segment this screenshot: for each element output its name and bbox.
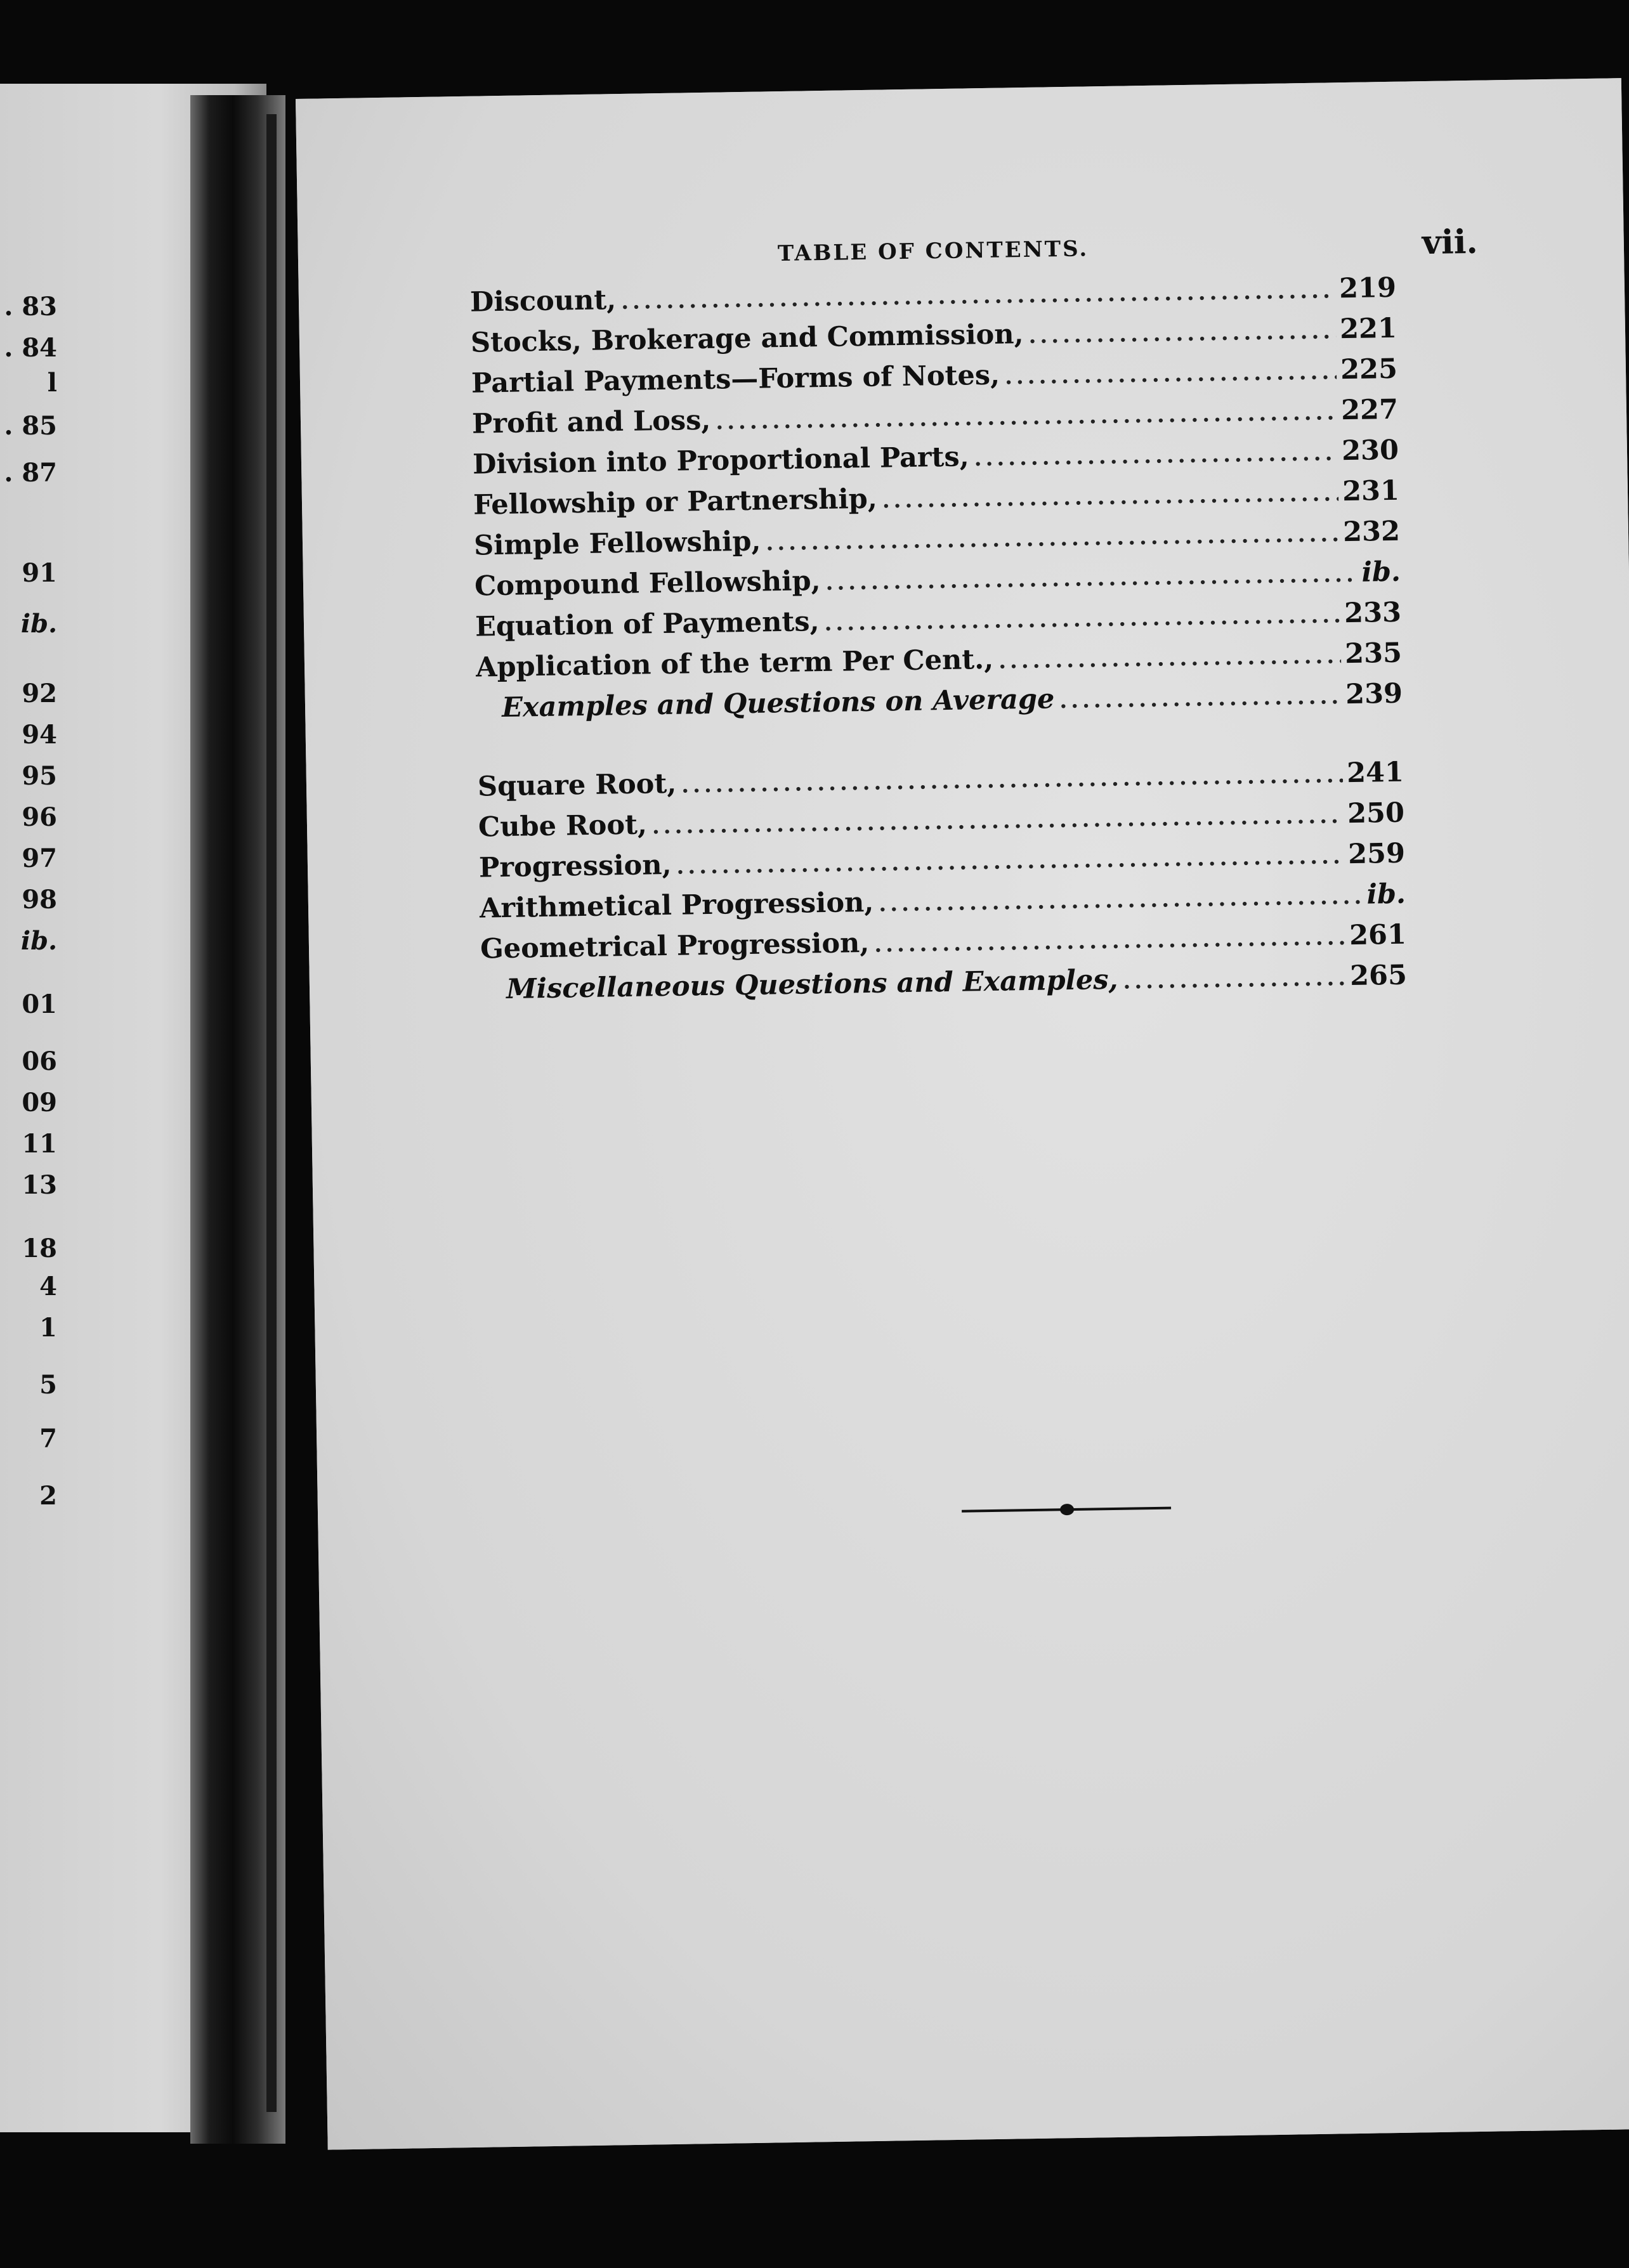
dot-leader — [1005, 359, 1337, 389]
dot-leader — [676, 844, 1344, 880]
dot-leader — [825, 562, 1358, 596]
left-page-number-fragment: 1 — [39, 1313, 57, 1343]
toc-entry-page: 250 — [1347, 797, 1405, 830]
toc-entry-page: 219 — [1338, 271, 1397, 305]
toc-entry-title: Arithmetical Progression, — [479, 886, 874, 925]
left-page-number-fragment: 91 — [22, 558, 57, 588]
toc-entry-page: ib. — [1361, 556, 1401, 589]
toc-entry-page: ib. — [1366, 878, 1406, 911]
toc-entry-title: Partial Payments—Forms of Notes, — [471, 359, 1000, 400]
toc-entry-page: 239 — [1345, 677, 1403, 711]
left-page-number-fragment: 95 — [22, 761, 57, 791]
left-page-number-fragment: 96 — [22, 802, 57, 832]
toc-entry-title: Miscellaneous Questions and Examples, — [506, 963, 1118, 1005]
left-page-number-fragment: 92 — [22, 679, 57, 708]
left-page-number-fragment: 13 — [22, 1170, 57, 1200]
toc-entry-title: Application of the term Per Cent., — [475, 643, 994, 684]
left-page-number-fragment: 18 — [22, 1234, 57, 1263]
dot-leader — [879, 884, 1363, 917]
dot-leader — [874, 925, 1346, 958]
left-page-number-fragment: 5 — [39, 1370, 57, 1400]
dot-leader — [974, 440, 1338, 471]
left-page-number-fragment: 01 — [22, 989, 57, 1019]
dot-leader — [1123, 965, 1346, 994]
toc-entry-title: Compound Fellowship, — [474, 565, 821, 603]
toc-entry-title: Fellowship or Partnership, — [473, 483, 878, 521]
left-page-number-fragment: 2 — [39, 1481, 57, 1511]
dot-leader — [824, 603, 1340, 636]
toc-entry-page: 265 — [1349, 959, 1408, 993]
toc-entry-title: Cube Root, — [478, 809, 648, 844]
dot-leader — [621, 278, 1336, 315]
left-page-number-fragment: ib. — [20, 609, 57, 639]
dot-leader — [1028, 318, 1336, 349]
toc-entry-title: Simple Fellowship, — [473, 525, 761, 562]
left-page-number-fragment: 06 — [22, 1046, 57, 1076]
page-folio: vii. — [1422, 222, 1479, 263]
toc-entry-title: Square Root, — [477, 767, 677, 803]
toc-entry-page: 227 — [1340, 393, 1399, 427]
binding-thread — [266, 114, 277, 2112]
toc-entry-page: 221 — [1339, 312, 1397, 346]
left-page-number-fragment: 4 — [39, 1272, 57, 1301]
dot-leader — [766, 521, 1339, 556]
toc-entry-title: Progression, — [478, 849, 672, 884]
left-page-number-fragment: 97 — [22, 844, 57, 873]
dot-leader — [882, 481, 1338, 513]
ornament-knot — [1060, 1504, 1074, 1515]
left-page-number-fragment: 11 — [22, 1129, 57, 1159]
left-page-number-fragment: 94 — [22, 720, 57, 750]
left-page-number-fragment: . 83 — [4, 292, 57, 322]
left-page-number-fragment: 98 — [22, 885, 57, 915]
dot-leader — [998, 643, 1342, 674]
dot-leader — [652, 803, 1344, 839]
toc-entry-page: 235 — [1344, 637, 1403, 670]
dot-leader — [1059, 684, 1342, 714]
left-page-number-column — [0, 84, 63, 2132]
toc-entry-title: Profit and Loss, — [471, 404, 711, 440]
toc-entry-title: Discount, — [469, 284, 617, 318]
left-page-number-fragment: . 87 — [4, 458, 57, 488]
left-page-number-fragment: . 85 — [4, 411, 57, 441]
dot-leader — [716, 400, 1338, 434]
toc-entry-title: Equation of Payments, — [474, 606, 820, 643]
toc-entry-page: 225 — [1340, 353, 1398, 386]
toc-entry-page: 230 — [1341, 434, 1399, 467]
left-page-number-fragment: 09 — [22, 1088, 57, 1118]
toc-entry-page: 241 — [1346, 756, 1404, 790]
toc-entry-page: 261 — [1349, 918, 1407, 952]
toc-entry-title: Division into Proportional Parts, — [472, 441, 970, 481]
table-of-contents — [470, 272, 1408, 1015]
toc-entry-title: Geometrical Progression, — [480, 927, 870, 965]
toc-entry-page: 259 — [1347, 837, 1406, 871]
end-ornament — [962, 1502, 1171, 1518]
toc-entry-title: Examples and Questions on Average — [501, 683, 1055, 724]
left-page-number-fragment: l — [47, 368, 57, 398]
left-page-number-fragment: ib. — [20, 926, 57, 956]
toc-entry-page: 232 — [1342, 515, 1401, 549]
running-head: TABLE OF CONTENTS. — [777, 236, 1089, 267]
left-page-number-fragment: . 84 — [4, 333, 57, 363]
dot-leader — [681, 762, 1344, 798]
toc-entry-page: 231 — [1342, 474, 1400, 508]
right-page — [296, 78, 1629, 2149]
toc-entry-title: Stocks, Brokerage and Commission, — [470, 318, 1024, 359]
toc-entry-page: 233 — [1344, 596, 1402, 630]
left-page-number-fragment: 7 — [39, 1424, 57, 1454]
